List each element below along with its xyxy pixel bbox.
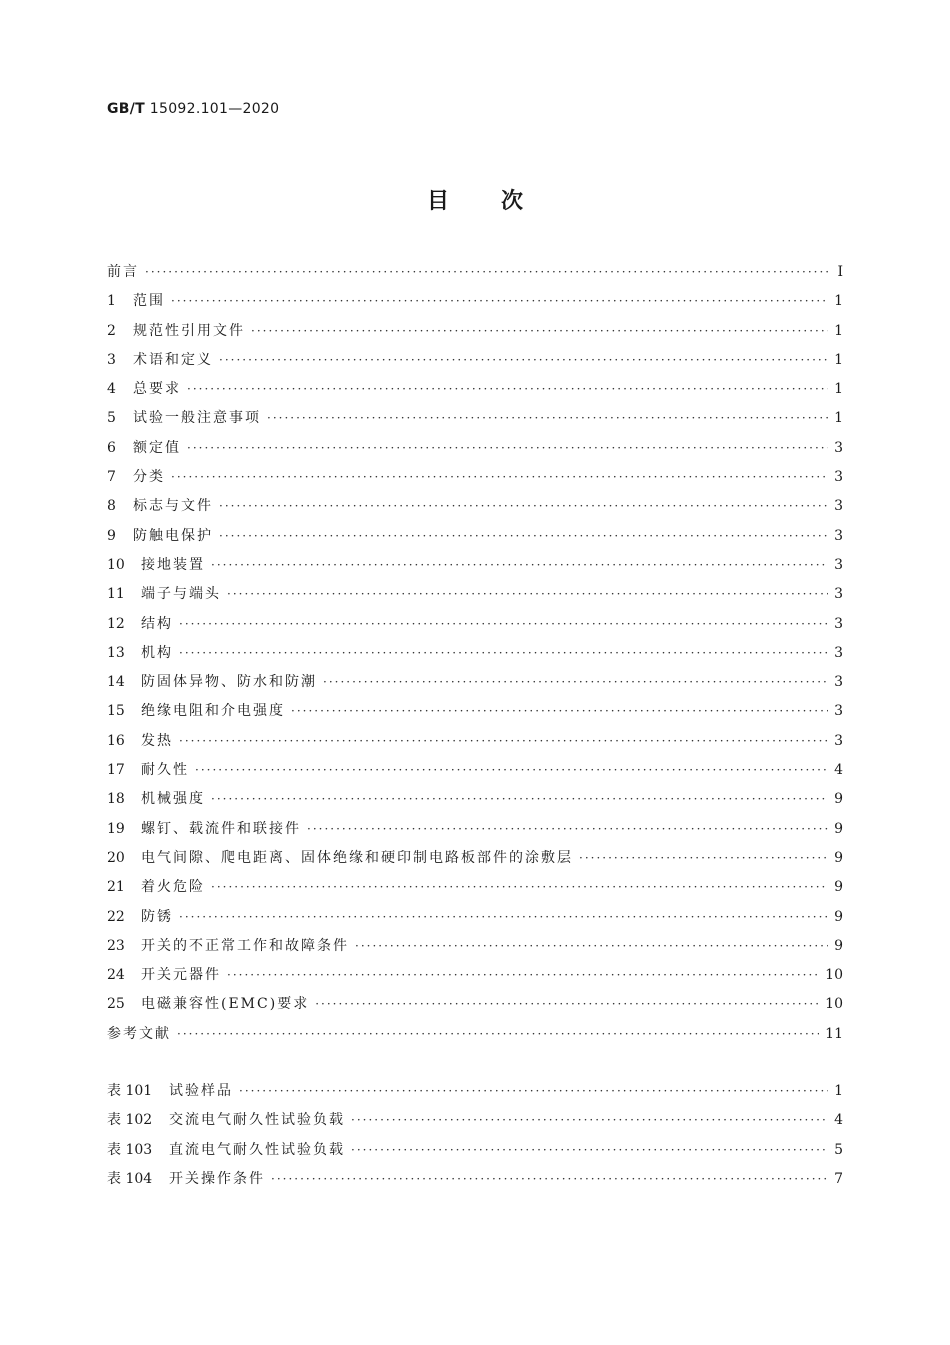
toc-entry[interactable] <box>107 727 843 756</box>
entry-number: 表 103 <box>107 1141 153 1158</box>
entry-label: 试验样品 <box>169 1083 233 1099</box>
entry-page-number: Ⅰ <box>837 264 843 280</box>
toc-entry[interactable] <box>107 785 843 814</box>
entry-number: 12 <box>107 615 125 632</box>
toc-entry[interactable] <box>107 1020 843 1049</box>
entry-page-number: 11 <box>825 1025 843 1042</box>
dot-leader <box>179 610 828 639</box>
page-title <box>0 184 950 215</box>
entry-page-number: 3 <box>834 439 843 456</box>
entry-label: 电磁兼容性(EMC)要求 <box>141 996 310 1013</box>
entry-page-number: 1 <box>834 322 843 339</box>
toc-entry[interactable] <box>107 375 843 404</box>
entry-page-number: 3 <box>834 469 843 486</box>
dot-leader <box>179 903 828 932</box>
toc-entry[interactable] <box>107 932 843 961</box>
entry-label: 术语和定义 <box>133 351 213 368</box>
entry-label: 机械强度 <box>141 791 205 808</box>
entry-number: 16 <box>107 732 125 749</box>
entry-page-number: 1 <box>834 351 843 368</box>
entry-page-number: 3 <box>834 703 843 720</box>
toc-entry[interactable] <box>107 697 843 726</box>
toc-entry[interactable] <box>107 463 843 492</box>
dot-leader <box>267 404 828 433</box>
entry-number: 25 <box>107 996 125 1013</box>
dot-leader <box>211 551 828 580</box>
entry-label: 发热 <box>141 732 173 749</box>
entry-page-number: 1 <box>834 410 843 427</box>
entry-label: 端子与端头 <box>141 586 221 603</box>
entry-page-number: 3 <box>834 556 843 573</box>
toc-entry[interactable] <box>107 258 843 287</box>
dot-leader <box>227 961 819 990</box>
entry-label: 防固体异物、防水和防潮 <box>141 674 317 691</box>
toc-entry[interactable] <box>107 990 843 1019</box>
entry-label: 开关操作条件 <box>169 1170 265 1187</box>
entry-number: 2 <box>107 322 116 339</box>
table-list-entry[interactable] <box>107 1136 843 1165</box>
table-of-contents <box>107 258 843 1049</box>
entry-label: 标志与文件 <box>133 498 213 515</box>
entry-page-number: 3 <box>834 732 843 749</box>
entry-number: 表 102 <box>107 1112 153 1129</box>
entry-number: 8 <box>107 498 116 515</box>
toc-entry[interactable] <box>107 404 843 433</box>
entry-label: 分类 <box>133 469 165 486</box>
dot-leader <box>171 287 828 316</box>
entry-page-number: 9 <box>834 791 843 808</box>
entry-number: 表 104 <box>107 1170 153 1187</box>
entry-number: 15 <box>107 703 125 720</box>
entry-number: 18 <box>107 791 125 808</box>
entry-page-number: 3 <box>834 644 843 661</box>
entry-page-number: 9 <box>834 908 843 925</box>
table-list-entry[interactable] <box>107 1106 843 1135</box>
toc-entry[interactable] <box>107 668 843 697</box>
toc-entry[interactable] <box>107 903 843 932</box>
dot-leader <box>171 463 828 492</box>
entry-number: 3 <box>107 351 116 368</box>
list-of-tables <box>107 1077 843 1194</box>
entry-number: 9 <box>107 527 116 544</box>
dot-leader <box>187 434 828 463</box>
entry-label: 参考文献 <box>107 1025 171 1042</box>
entry-label: 机构 <box>141 644 173 661</box>
standard-number: 15092.101—2020 <box>149 101 280 117</box>
entry-label: 规范性引用文件 <box>133 322 245 339</box>
entry-label: 试验一般注意事项 <box>133 410 261 427</box>
entry-label: 绝缘电阻和介电强度 <box>141 703 285 720</box>
toc-entry[interactable] <box>107 434 843 463</box>
entry-label: 防锈 <box>141 908 173 925</box>
entry-number: 1 <box>107 293 116 310</box>
entry-number: 24 <box>107 967 125 984</box>
entry-label: 前言 <box>107 264 139 280</box>
entry-label: 着火危险 <box>141 879 205 896</box>
entry-page-number: 4 <box>834 762 843 779</box>
entry-number: 17 <box>107 762 125 779</box>
dot-leader <box>239 1077 828 1106</box>
entry-page-number: 7 <box>834 1170 843 1187</box>
entry-page-number: 9 <box>834 820 843 837</box>
entry-label: 螺钉、载流件和联接件 <box>141 820 301 837</box>
entry-page-number: 9 <box>834 849 843 866</box>
toc-entry[interactable] <box>107 580 843 609</box>
dot-leader <box>211 785 828 814</box>
dot-leader <box>351 1106 828 1135</box>
entry-number: 11 <box>107 586 125 603</box>
table-list-entry[interactable] <box>107 1165 843 1194</box>
entry-number: 6 <box>107 439 116 456</box>
dot-leader <box>179 727 828 756</box>
entry-number: 22 <box>107 908 125 925</box>
toc-entry[interactable] <box>107 610 843 639</box>
entry-number: 13 <box>107 644 125 661</box>
entry-number: 14 <box>107 674 125 691</box>
entry-page-number: 3 <box>834 586 843 603</box>
toc-entry[interactable] <box>107 346 843 375</box>
toc-entry[interactable] <box>107 551 843 580</box>
entry-page-number: 9 <box>834 879 843 896</box>
entry-number: 表 101 <box>107 1083 153 1099</box>
toc-entry[interactable] <box>107 522 843 551</box>
dot-leader <box>323 668 828 697</box>
entry-label: 耐久性 <box>141 762 189 779</box>
entry-label: 开关的不正常工作和故障条件 <box>141 937 349 954</box>
dot-leader <box>291 697 828 726</box>
entry-page-number: 3 <box>834 615 843 632</box>
entry-label: 额定值 <box>133 439 181 456</box>
entry-label: 防触电保护 <box>133 527 213 544</box>
entry-page-number: 1 <box>834 293 843 310</box>
entry-page-number: 3 <box>834 674 843 691</box>
entry-number: 20 <box>107 849 125 866</box>
title-char-2: 次 <box>501 189 524 214</box>
dot-leader <box>219 492 828 521</box>
entry-page-number: 4 <box>834 1112 843 1129</box>
standard-prefix: GB/T <box>107 101 146 117</box>
entry-page-number: 1 <box>834 1083 843 1099</box>
dot-leader <box>195 756 828 785</box>
entry-label: 接地装置 <box>141 556 205 573</box>
toc-entry[interactable] <box>107 287 843 316</box>
entry-page-number: 3 <box>834 527 843 544</box>
dot-leader <box>355 932 828 961</box>
entry-page-number: 3 <box>834 498 843 515</box>
dot-leader <box>177 1020 819 1049</box>
entry-number: 10 <box>107 556 125 573</box>
entry-number: 7 <box>107 469 116 486</box>
toc-entry[interactable] <box>107 317 843 346</box>
entry-page-number: 10 <box>825 967 843 984</box>
entry-number: 5 <box>107 410 116 427</box>
title-char-1: 目 <box>426 189 449 214</box>
toc-entry[interactable] <box>107 492 843 521</box>
entry-page-number: 9 <box>834 937 843 954</box>
dot-leader <box>307 815 828 844</box>
entry-number: 23 <box>107 937 125 954</box>
dot-leader <box>227 580 828 609</box>
dot-leader <box>211 873 828 902</box>
toc-entry[interactable] <box>107 639 843 668</box>
dot-leader <box>179 639 828 668</box>
entry-label: 总要求 <box>133 381 181 398</box>
document-code <box>107 101 279 117</box>
dot-leader <box>579 844 828 873</box>
toc-entry[interactable] <box>107 756 843 785</box>
dot-leader <box>219 522 828 551</box>
entry-page-number: 5 <box>834 1141 843 1158</box>
entry-number: 21 <box>107 879 125 896</box>
toc-entry[interactable] <box>107 815 843 844</box>
entry-page-number: 10 <box>825 996 843 1013</box>
entry-label: 交流电气耐久性试验负载 <box>169 1112 345 1129</box>
entry-number: 19 <box>107 820 125 837</box>
dot-leader <box>219 346 828 375</box>
dot-leader <box>271 1165 828 1194</box>
toc-entry[interactable] <box>107 844 843 873</box>
table-list-entry[interactable] <box>107 1077 843 1106</box>
entry-label: 直流电气耐久性试验负载 <box>169 1141 345 1158</box>
toc-entry[interactable] <box>107 961 843 990</box>
entry-label: 范围 <box>133 293 165 310</box>
entry-label: 电气间隙、爬电距离、固体绝缘和硬印制电路板部件的涂敷层 <box>141 849 573 866</box>
dot-leader <box>145 258 829 287</box>
entry-label: 结构 <box>141 615 173 632</box>
dot-leader <box>315 990 819 1019</box>
entry-page-number: 1 <box>834 381 843 398</box>
entry-number: 4 <box>107 381 116 398</box>
toc-entry[interactable] <box>107 873 843 902</box>
dot-leader <box>251 317 828 346</box>
dot-leader <box>187 375 828 404</box>
entry-label: 开关元器件 <box>141 967 221 984</box>
dot-leader <box>351 1136 828 1165</box>
